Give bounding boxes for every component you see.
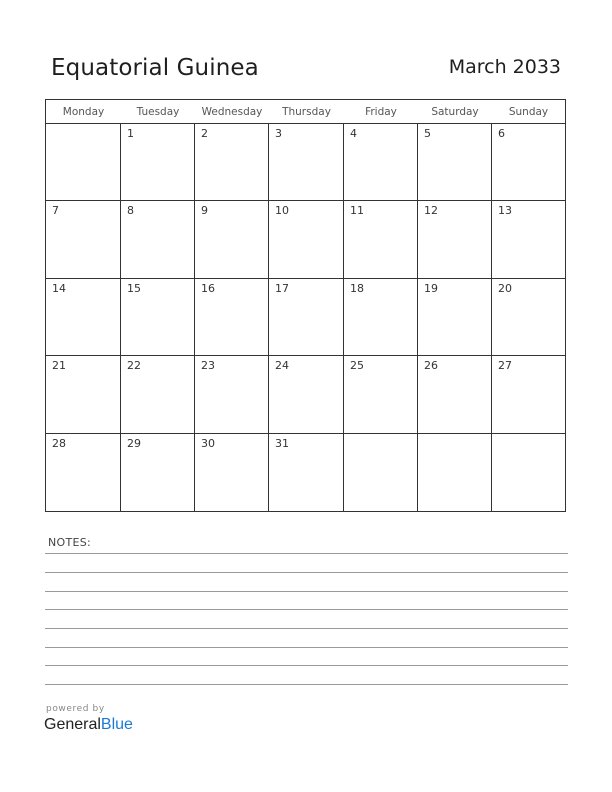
day-cell: 1 <box>121 124 195 201</box>
day-cell: 9 <box>195 201 269 278</box>
day-cell: 24 <box>269 356 344 433</box>
day-cell: 28 <box>46 434 121 511</box>
note-line <box>45 628 568 629</box>
day-cell: 31 <box>269 434 344 511</box>
country-title: Equatorial Guinea <box>51 55 259 81</box>
note-line <box>45 665 568 666</box>
weekday-header-tuesday: Tuesday <box>121 100 195 124</box>
day-cell <box>46 124 121 201</box>
day-cell <box>492 434 565 511</box>
notes-label: NOTES: <box>48 536 92 549</box>
weekday-header-wednesday: Wednesday <box>195 100 269 124</box>
day-cell <box>344 434 418 511</box>
day-cell: 29 <box>121 434 195 511</box>
day-cell: 20 <box>492 279 565 356</box>
calendar-grid <box>45 99 566 512</box>
note-line <box>45 609 568 610</box>
weekday-header-monday: Monday <box>46 100 121 124</box>
note-line <box>45 684 568 685</box>
day-cell: 12 <box>418 201 492 278</box>
weekday-header-sunday: Sunday <box>492 100 565 124</box>
day-cell: 14 <box>46 279 121 356</box>
logo-blue-text: Blue <box>100 716 133 733</box>
day-cell: 22 <box>121 356 195 433</box>
day-cell: 4 <box>344 124 418 201</box>
day-cell: 11 <box>344 201 418 278</box>
day-cell: 25 <box>344 356 418 433</box>
day-cell: 17 <box>269 279 344 356</box>
day-cell: 13 <box>492 201 565 278</box>
day-cell: 21 <box>46 356 121 433</box>
day-cell: 3 <box>269 124 344 201</box>
weekday-header-friday: Friday <box>344 100 418 124</box>
day-cell: 6 <box>492 124 565 201</box>
day-cell: 10 <box>269 201 344 278</box>
note-line <box>45 572 568 573</box>
day-cell: 7 <box>46 201 121 278</box>
day-cell: 2 <box>195 124 269 201</box>
day-cell: 19 <box>418 279 492 356</box>
day-cell: 23 <box>195 356 269 433</box>
day-cell: 18 <box>344 279 418 356</box>
day-cell: 15 <box>121 279 195 356</box>
day-cell: 26 <box>418 356 492 433</box>
day-cell: 5 <box>418 124 492 201</box>
weekday-header-thursday: Thursday <box>269 100 344 124</box>
day-cell: 30 <box>195 434 269 511</box>
day-cell <box>418 434 492 511</box>
month-year-label: March 2033 <box>448 56 561 78</box>
day-cell: 8 <box>121 201 195 278</box>
generalblue-logo <box>44 716 133 734</box>
logo-general-text: General <box>44 716 101 733</box>
note-line <box>45 647 568 648</box>
note-line <box>45 553 568 554</box>
weekday-header-saturday: Saturday <box>418 100 492 124</box>
day-cell: 27 <box>492 356 565 433</box>
day-cell: 16 <box>195 279 269 356</box>
powered-by-label: powered by <box>46 704 105 714</box>
note-line <box>45 591 568 592</box>
